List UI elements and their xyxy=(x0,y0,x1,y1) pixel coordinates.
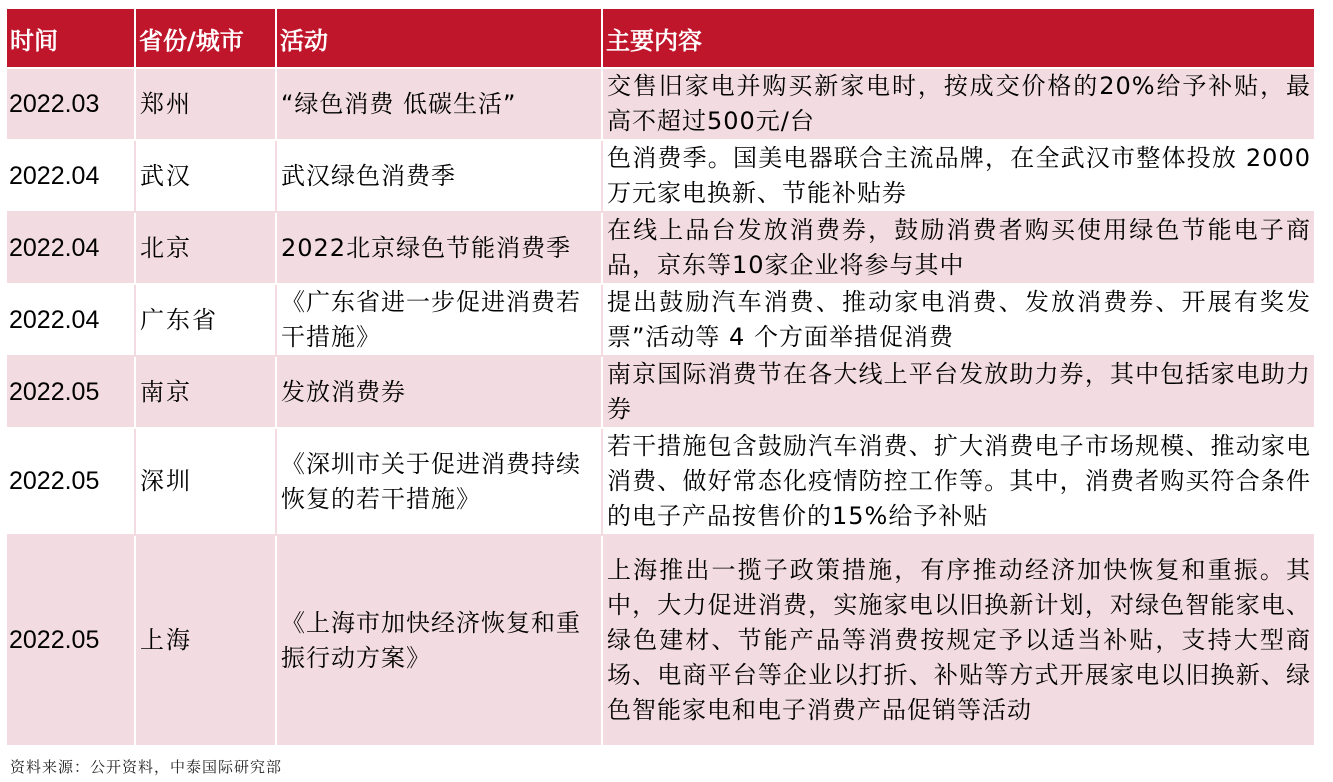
cell-time: 2022.04 xyxy=(7,284,135,356)
header-activity: 活动 xyxy=(276,9,602,68)
cell-city: 上海 xyxy=(135,535,276,746)
cell-time: 2022.04 xyxy=(7,212,135,284)
table-row xyxy=(7,356,1314,428)
cell-content: 南京国际消费节在各大线上平台发放助力券，其中包括家电助力券 xyxy=(602,356,1314,428)
table-row xyxy=(7,140,1314,212)
cell-content: 交售旧家电并购买新家电时，按成交价格的20%给予补贴，最高不超过500元/台 xyxy=(602,68,1314,140)
cell-time: 2022.05 xyxy=(7,428,135,535)
cell-activity: 《深圳市关于促进消费持续恢复的若干措施》 xyxy=(276,428,602,535)
table-row xyxy=(7,212,1314,284)
table-row xyxy=(7,284,1314,356)
cell-content: 提出鼓励汽车消费、推动家电消费、发放消费券、开展有奖发票”活动等 4 个方面举措促消费 xyxy=(602,284,1314,356)
policy-table xyxy=(7,9,1314,747)
cell-content: 若干措施包含鼓励汽车消费、扩大消费电子市场规模、推动家电消费、做好常态化疫情防控工作等。其中，消费者购买符合条件的电子产品按售价的15%给予补贴 xyxy=(602,428,1314,535)
header-time: 时间 xyxy=(7,9,135,68)
cell-city: 广东省 xyxy=(135,284,276,356)
cell-time: 2022.05 xyxy=(7,356,135,428)
table-row xyxy=(7,68,1314,140)
cell-activity: “绿色消费 低碳生活” xyxy=(276,68,602,140)
cell-activity: 2022北京绿色节能消费季 xyxy=(276,212,602,284)
header-content: 主要内容 xyxy=(602,9,1314,68)
cell-activity: 《上海市加快经济恢复和重振行动方案》 xyxy=(276,535,602,746)
source-note: 资料来源：公开资料，中泰国际研究部 xyxy=(10,758,283,776)
header-city: 省份/城市 xyxy=(135,9,276,68)
cell-time: 2022.04 xyxy=(7,140,135,212)
policy-table-container xyxy=(7,9,1314,747)
cell-content: 在线上品台发放消费券，鼓励消费者购买使用绿色节能电子商品，京东等10家企业将参与其中 xyxy=(602,212,1314,284)
cell-time: 2022.03 xyxy=(7,68,135,140)
table-row xyxy=(7,535,1314,746)
cell-activity: 《广东省进一步促进消费若干措施》 xyxy=(276,284,602,356)
cell-activity: 武汉绿色消费季 xyxy=(276,140,602,212)
cell-content: 色消费季。国美电器联合主流品牌，在全武汉市整体投放 2000 万元家电换新、节能补贴券 xyxy=(602,140,1314,212)
cell-content: 上海推出一揽子政策措施，有序推动经济加快恢复和重振。其中，大力促进消费，实施家电以旧换新计划，对绿色智能家电、绿色建材、节能产品等消费按规定予以适当补贴，支持大型商场、电商平台等企业以打折、补贴等方式开展家电以旧换新、绿色智能家电和电子消费产品促销等活动 xyxy=(602,535,1314,746)
cell-city: 深圳 xyxy=(135,428,276,535)
table-body xyxy=(7,68,1314,746)
cell-city: 郑州 xyxy=(135,68,276,140)
cell-city: 北京 xyxy=(135,212,276,284)
cell-city: 武汉 xyxy=(135,140,276,212)
table-header xyxy=(7,9,1314,68)
table-row xyxy=(7,428,1314,535)
cell-city: 南京 xyxy=(135,356,276,428)
cell-activity: 发放消费券 xyxy=(276,356,602,428)
cell-time: 2022.05 xyxy=(7,535,135,746)
header-row xyxy=(7,9,1314,68)
